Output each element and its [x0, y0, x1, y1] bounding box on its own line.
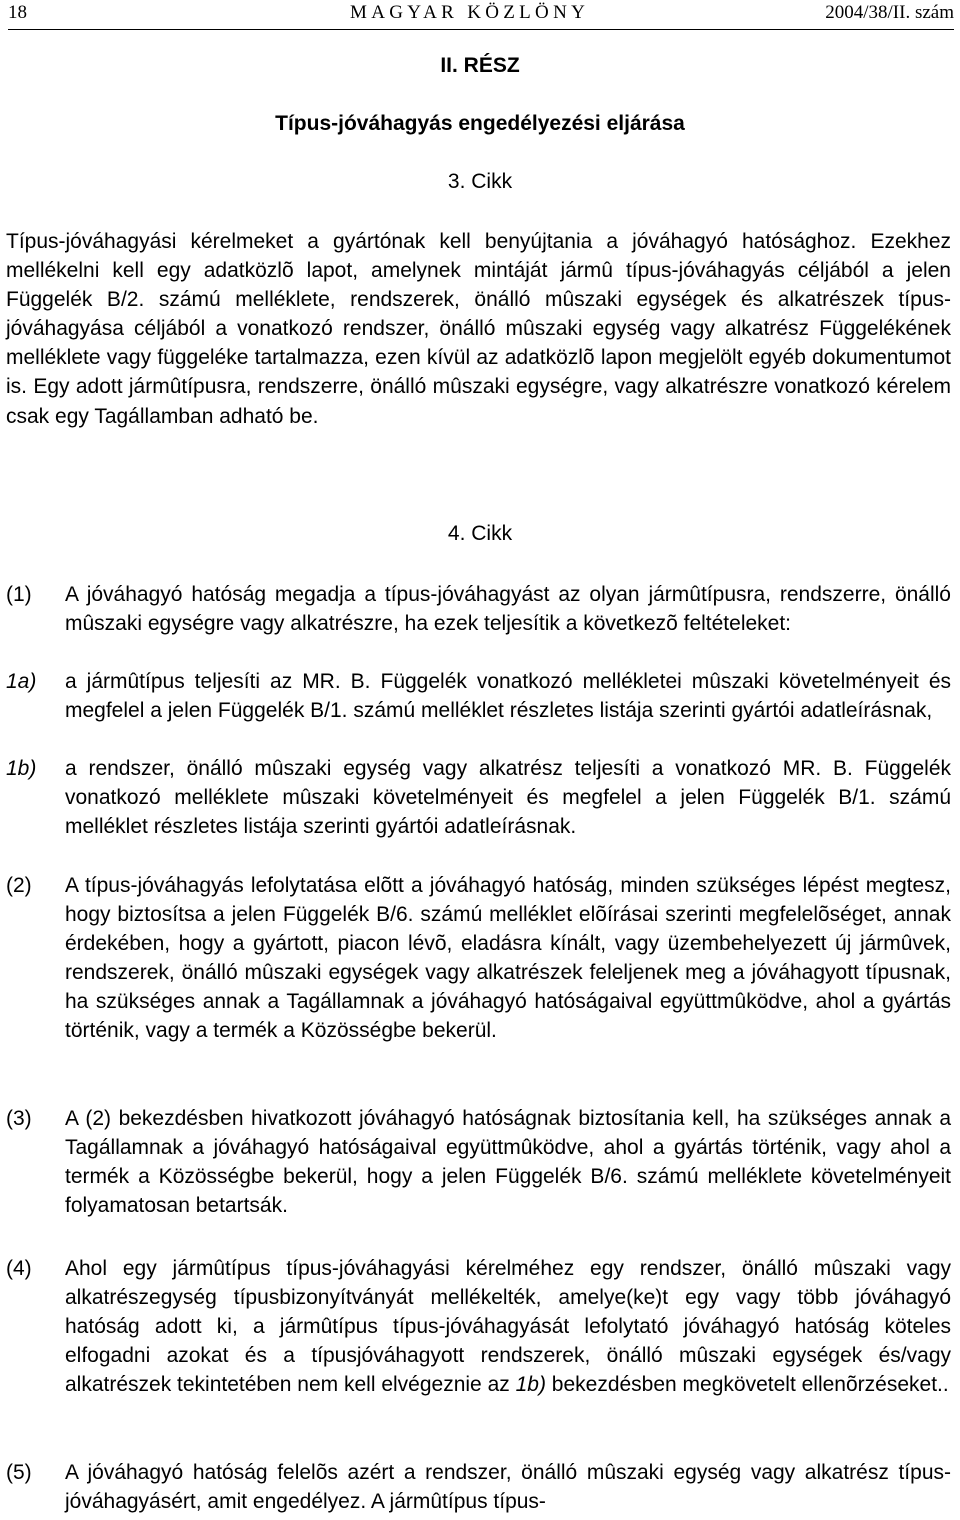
paragraph-text: a rendszer, önálló mûszaki egység vagy alkatrész teljesíti a vonatkozó MR. B. Függelék vonatkozó melléklete mûszaki követelményeit és megfelel a jelen Függelék B/1. számú melléklet részletes listája szerinti gyártói adatleírásnak.: [65, 757, 951, 839]
paragraph-number: 1a): [6, 670, 37, 693]
paragraph-text-part: bekezdésben megkövetelt ellenõrzéseket..: [545, 1373, 949, 1397]
issue-number: 2004/38/II. szám: [825, 2, 954, 23]
paragraph-text: [65, 1254, 951, 1399]
paragraph-3: [6, 1104, 951, 1220]
section-title: Típus-jóváhagyás engedélyezési eljárása: [275, 112, 685, 135]
header-divider: [8, 29, 954, 30]
paragraph-1b: [6, 754, 951, 841]
paragraph-reference: 1b): [515, 1373, 546, 1397]
paragraph-text: A jóváhagyó hatóság megadja a típus-jóváhagyást az olyan jármûtípusra, rendszerre, önálló mûszaki egységre vagy alkatrészre, ha ezek teljesítik a következõ feltételeket:: [65, 583, 951, 636]
paragraph-1a: [6, 667, 951, 725]
paragraph-text: A (2) bekezdésben hivatkozott jóváhagyó hatóságnak biztosítania kell, ha szükséges annak a Tagállamnak a jóváhagyó hatóságaival együttmûködve, ahol a gyártás történik, vagy ahol a termék a Közösségbe bekerül, hogy a jelen Függelék B/6. számú melléklete követelményeit folyamatosan betartsák.: [65, 1107, 951, 1218]
paragraph-number: (5): [6, 1461, 32, 1484]
paragraph-number: (1): [6, 583, 32, 606]
paragraph-4: [6, 1254, 951, 1399]
article-3-text: Típus-jóváhagyási kérelmeket a gyártónak kell benyújtania a jóváhagyó hatósághoz. Ezekhez mellékelni kell egy adatközlõ lapot, amelynek mintáját jármû típus-jóváhagyás céljából a jelen Függelék B/2. számú melléklete, rendszerek, önálló mûszaki egységek és alkatrészek típus-jóváhagyása céljából a vonatkozó rendszer, önálló mûszaki egység vagy alkatrész Függelékének melléklete vagy függeléke tartalmazza, ezen kívül az adatközlõ lapon megjelölt egyéb dokumentumot is. Egy adott jármûtípusra, rendszerre, önálló mûszaki egységre, vagy alkatrészre vonatkozó kérelem csak egy Tagállamban adható be.: [6, 230, 951, 428]
paragraph-text: A típus-jóváhagyás lefolytatása elõtt a jóváhagyó hatóság, minden szükséges lépést megtesz, hogy biztosítsa a jelen Függelék B/6. számú melléklet elõírásai szerinti megfelelõséget, annak érdekében, hogy a gyártott, piacon lévõ, eladásra kínált, vagy üzembehelyezett új jármûvek, rendszerek, önálló mûszaki egységek vagy alkatrészek feleljenek meg a jóváhagyott típusnak, ha szükséges annak a Tagállamnak a jóváhagyó hatóságaival együttmûködve, ahol a gyártás történik, vagy a termék a Közösségbe bekerül.: [65, 874, 951, 1043]
paragraph-number: (4): [6, 1257, 32, 1280]
paragraph-5: [6, 1458, 951, 1516]
paragraph-2: [6, 871, 951, 1046]
paragraph-text: A jóváhagyó hatóság felelõs azért a rendszer, önálló mûszaki egység vagy alkatrész típus-jóváhagyásért, amit engedélyez. A jármûtípus típus-: [65, 1461, 951, 1514]
article-3-heading: 3. Cikk: [447, 170, 513, 193]
part-heading: II. RÉSZ: [440, 54, 520, 77]
paragraph-number: (3): [6, 1107, 32, 1130]
paragraph-1: [6, 580, 951, 638]
publication-title: MAGYAR KÖZLÖNY: [350, 2, 590, 23]
article-4-heading: 4. Cikk: [447, 522, 513, 545]
page-header: [8, 2, 954, 28]
page-number: 18: [8, 2, 27, 23]
paragraph-number: 1b): [6, 757, 37, 780]
paragraph-text-part: Ahol egy jármûtípus típus-jóváhagyási kérelméhez egy rendszer, önálló mûszaki vagy alkatrészegység típusbizonyítványát mellékelték, amelye(ke)t egy vagy több jóváhagyó hatóság adott ki, a jármûtípus típus-jóváhagyását lefolytató jóváhagyó hatóság köteles elfogadni azokat és a típusjóváhagyott rendszerek, önálló mûszaki egységek és/vagy alkatrészek tekintetében nem kell elvégeznie az: [65, 1257, 951, 1397]
paragraph-text: a jármûtípus teljesíti az MR. B. Függelék vonatkozó mellékletei mûszaki követelményeit és megfelel a jelen Függelék B/1. számú melléklet részletes listája szerinti gyártói adatleírásnak,: [65, 670, 951, 723]
paragraph-number: (2): [6, 874, 32, 897]
